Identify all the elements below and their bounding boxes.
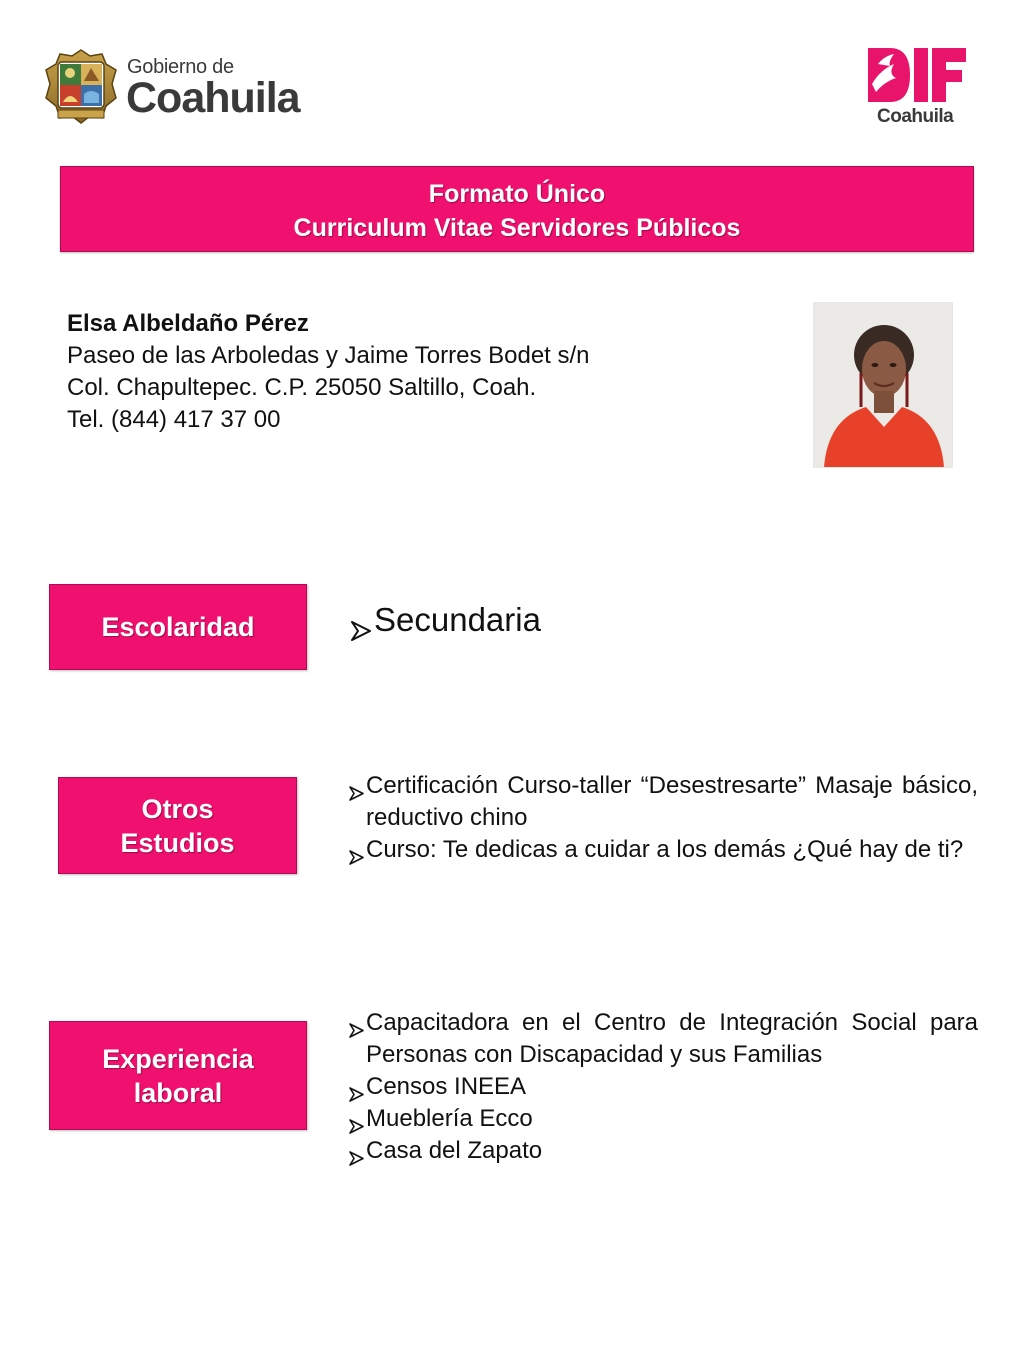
list-item — [350, 598, 910, 642]
gobierno-de-text: Gobierno de — [127, 56, 234, 78]
person-address-line2: Col. Chapultepec. C.P. 25050 Saltillo, Coah. — [67, 374, 537, 401]
experiencia-item: Casa del Zapato — [366, 1137, 543, 1164]
arrow-bullet-icon — [349, 1143, 364, 1175]
dif-coahuila-text: Coahuila — [877, 106, 954, 127]
title-banner — [60, 166, 974, 252]
arrow-bullet-icon — [349, 778, 364, 810]
personal-info — [67, 308, 590, 436]
list-item — [349, 1135, 978, 1167]
portrait-icon — [814, 303, 952, 467]
experiencia-item: Mueblería Ecco — [366, 1105, 533, 1132]
dif-logo-icon — [864, 44, 968, 106]
escolaridad-item: Secundaria — [374, 601, 541, 638]
banner-title-line2: Curriculum Vitae Servidores Públicos — [293, 214, 741, 242]
section-label-experiencia-laboral — [49, 1021, 307, 1130]
list-item — [349, 834, 978, 866]
escolaridad-list — [350, 598, 910, 642]
person-phone: Tel. (844) 417 37 00 — [67, 406, 281, 433]
dif-coahuila-logo — [864, 44, 974, 130]
coahuila-seal-icon — [44, 48, 118, 124]
experiencia-item: Censos INEEA — [366, 1073, 527, 1100]
list-item — [349, 1071, 978, 1103]
coahuila-text: Coahuila — [126, 74, 300, 122]
experiencia-label-line1: Experiencia — [102, 1043, 254, 1074]
list-item — [349, 770, 978, 834]
otros-label-line1: Otros — [141, 793, 214, 824]
experiencia-item: Capacitadora en el Centro de Integración Social para Personas con Discapacidad y sus Familias — [366, 1009, 978, 1068]
otros-estudios-list — [349, 770, 978, 866]
otros-label-line2: Estudios — [120, 827, 235, 858]
list-item — [349, 1007, 978, 1071]
arrow-bullet-icon — [349, 842, 364, 874]
arrow-bullet-icon — [350, 609, 372, 653]
experiencia-label-line2: laboral — [133, 1077, 223, 1108]
arrow-bullet-icon — [349, 1015, 364, 1047]
gobierno-coahuila-logo — [44, 46, 304, 126]
section-label-otros-estudios — [58, 777, 297, 874]
escolaridad-label: Escolaridad — [101, 612, 255, 642]
person-name: Elsa Albeldaño Pérez — [67, 310, 309, 337]
section-label-escolaridad — [49, 584, 307, 670]
experiencia-laboral-list — [349, 1007, 978, 1167]
person-address-line1: Paseo de las Arboledas y Jaime Torres Bodet s/n — [67, 342, 590, 369]
profile-photo — [813, 302, 953, 468]
otros-item: Curso: Te dedicas a cuidar a los demás ¿Qué hay de ti? — [366, 836, 964, 863]
list-item — [349, 1103, 978, 1135]
otros-item: Certificación Curso-taller “Desestresarte” Masaje básico, reductivo chino — [366, 772, 978, 831]
banner-title-line1: Formato Único — [428, 180, 606, 208]
